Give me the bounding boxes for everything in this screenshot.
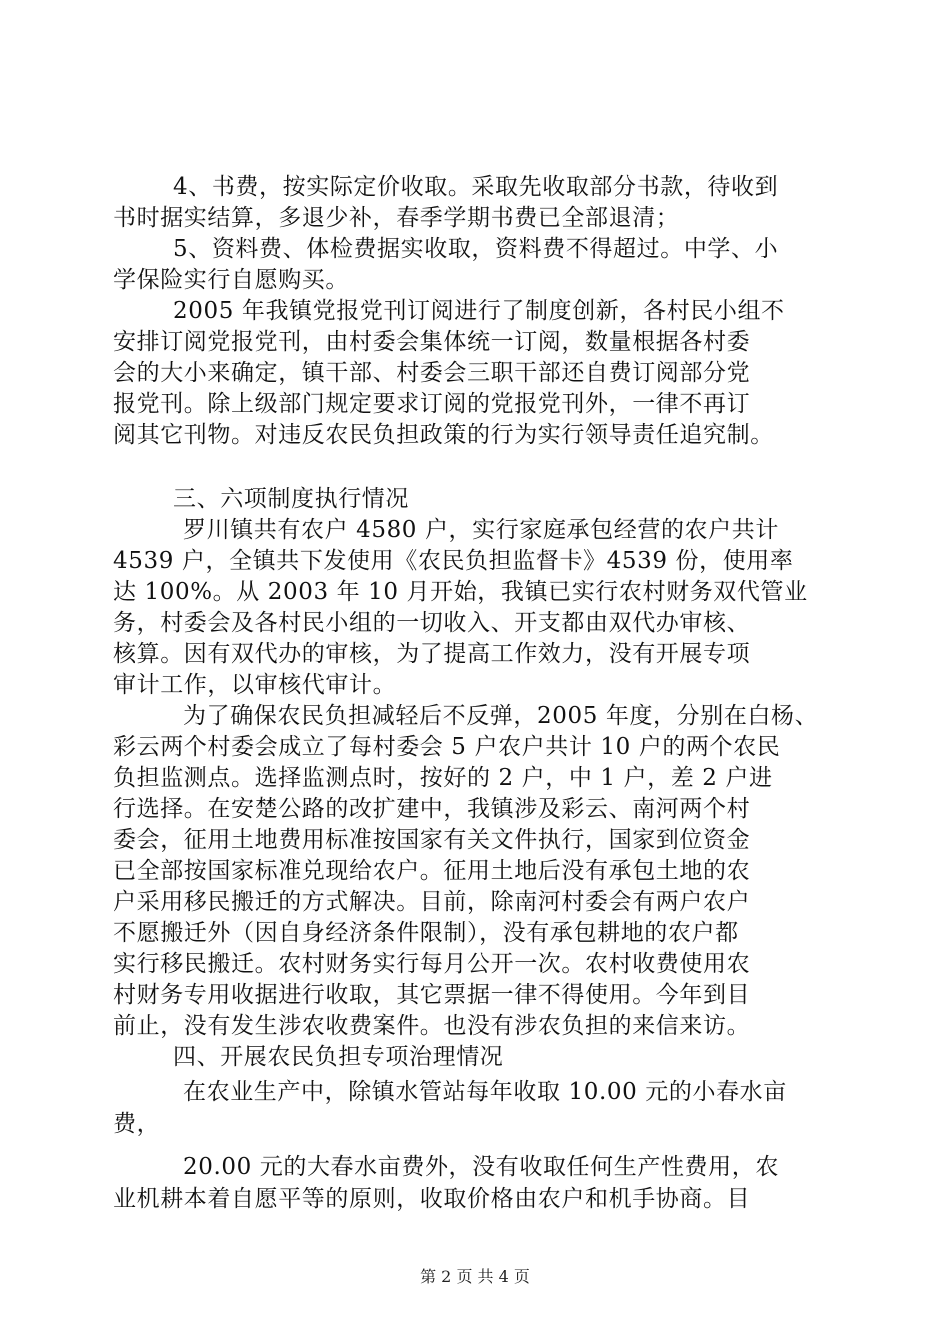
paragraph-line: 在农业生产中，除镇水管站每年收取 10.00 元的小春水亩 [183, 1079, 787, 1105]
section-heading: 四、开展农民负担专项治理情况 [173, 1044, 504, 1070]
paragraph-line: 行选择。在安楚公路的改扩建中，我镇涉及彩云、南河两个村 [113, 796, 751, 822]
paragraph-line: 20.00 元的大春水亩费外，没有收取任何生产性费用，农 [183, 1154, 779, 1180]
paragraph-line: 村财务专用收据进行收取，其它票据一律不得使用。今年到目 [113, 982, 751, 1008]
paragraph-line: 费， [113, 1111, 161, 1137]
paragraph-line: 阅其它刊物。对违反农民负担政策的行为实行领导责任追究制。 [113, 422, 774, 448]
paragraph-line: 会的大小来确定，镇干部、村委会三职干部还自费订阅部分党 [113, 360, 751, 386]
paragraph-line: 委会，征用土地费用标准按国家有关文件执行，国家到位资金 [113, 827, 751, 853]
paragraph-line: 核算。因有双代办的审核，为了提高工作效力，没有开展专项 [113, 641, 751, 667]
paragraph-line: 书时据实结算，多退少补，春季学期书费已全部退清； [113, 205, 680, 231]
paragraph-line: 实行移民搬迁。农村财务实行每月公开一次。农村收费使用农 [113, 951, 751, 977]
paragraph-line: 罗川镇共有农户 4580 户，实行家庭承包经营的农户共计 [183, 517, 779, 543]
paragraph-line: 达 100%。从 2003 年 10 月开始，我镇已实行农村财务双代管业 [113, 579, 808, 605]
page-number-footer: 第 2 页 共 4 页 [420, 1267, 530, 1286]
paragraph-line: 负担监测点。选择监测点时，按好的 2 户，中 1 户，差 2 户进 [113, 765, 773, 791]
paragraph-line: 户采用移民搬迁的方式解决。目前，除南河村委会有两户农户 [113, 889, 751, 915]
paragraph-line: 已全部按国家标准兑现给农户。征用土地后没有承包土地的农 [113, 858, 751, 884]
paragraph-line: 前止，没有发生涉农收费案件。也没有涉农负担的来信来访。 [113, 1013, 751, 1039]
paragraph-line: 为了确保农民负担减轻后不反弹，2005 年度，分别在白杨、 [183, 703, 819, 729]
paragraph-line: 务，村委会及各村民小组的一切收入、开支都由双代办审核、 [113, 610, 751, 636]
paragraph-line: 安排订阅党报党刊，由村委会集体统一订阅，数量根据各村委 [113, 329, 751, 355]
paragraph-line: 审计工作，以审核代审计。 [113, 672, 397, 698]
paragraph-line: 2005 年我镇党报党刊订阅进行了制度创新，各村民小组不 [173, 298, 785, 324]
paragraph-line: 报党刊。除上级部门规定要求订阅的党报党刊外，一律不再订 [113, 391, 751, 417]
paragraph-line: 5、资料费、体检费据实收取，资料费不得超过。中学、小 [173, 236, 779, 262]
paragraph-line: 4、书费，按实际定价收取。采取先收取部分书款，待收到 [173, 174, 779, 200]
section-heading: 三、六项制度执行情况 [173, 486, 409, 512]
paragraph-line: 业机耕本着自愿平等的原则，收取价格由农户和机手协商。目 [113, 1186, 751, 1212]
paragraph-line: 4539 户，全镇共下发使用《农民负担监督卡》4539 份，使用率 [113, 548, 794, 574]
paragraph-line: 彩云两个村委会成立了每村委会 5 户农户共计 10 户的两个农民 [113, 734, 781, 760]
paragraph-line: 学保险实行自愿购买。 [113, 267, 349, 293]
paragraph-line: 不愿搬迁外（因自身经济条件限制），没有承包耕地的农户都 [113, 920, 739, 946]
